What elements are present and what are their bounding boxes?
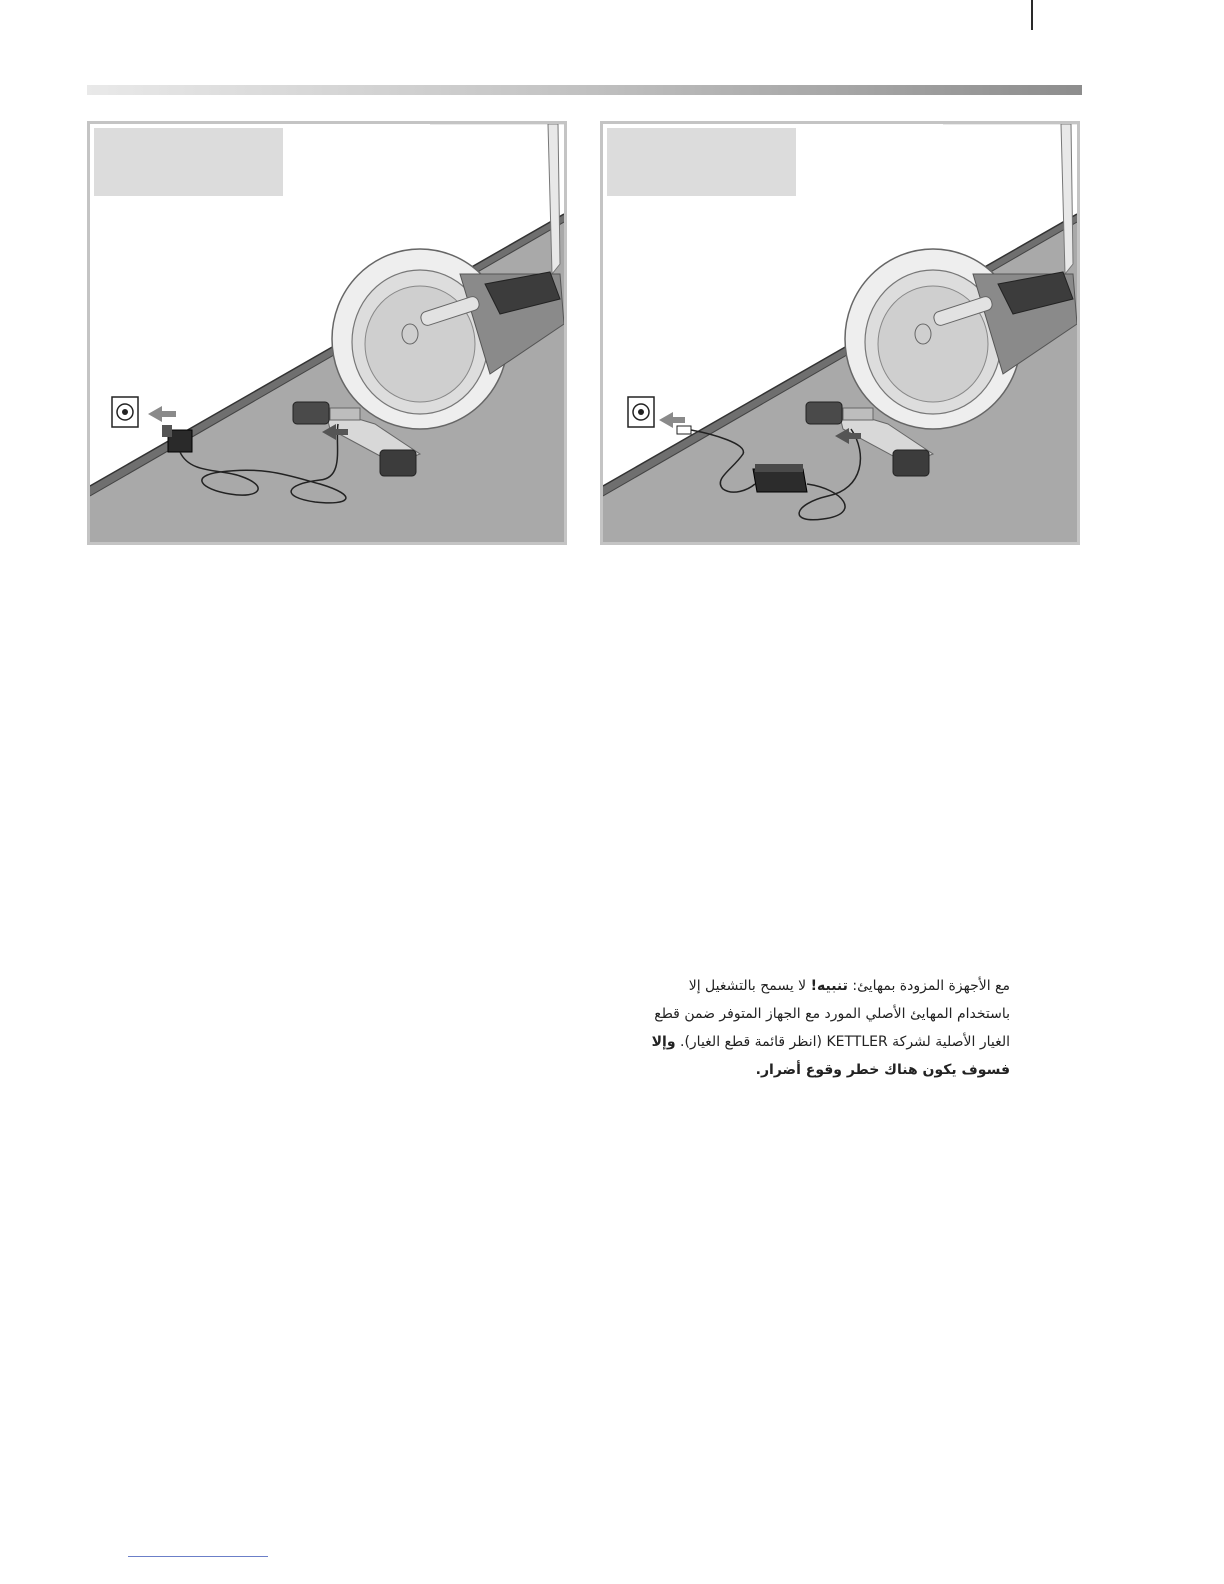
caution-label: تنبيه! [810,978,848,994]
page-edge-mark [1031,0,1033,30]
warning-lead: مع الأجهزة المزودة بمهايئ: [847,978,1010,994]
warning-body: لا يسمح بالتشغيل إلا باستخدام المهايئ الأصلي المورد مع الجهاز المتوفر ضمن قطع الغيار الأصلية لشركة KETTLER (انظر قائمة قطع الغيار). [654,978,1010,1050]
warning-consequence: وإلا فسوف يكون هناك خطر وقوع أضرار. [651,1034,1010,1078]
header-gradient-bar [87,85,1082,95]
figure-plug-adapter [87,121,567,545]
power-brick-illustration [603,124,1077,542]
adapter-warning-text [640,972,1010,1084]
figure-power-brick [600,121,1080,545]
footer-rule [128,1556,268,1557]
plug-adapter-illustration [90,124,564,542]
